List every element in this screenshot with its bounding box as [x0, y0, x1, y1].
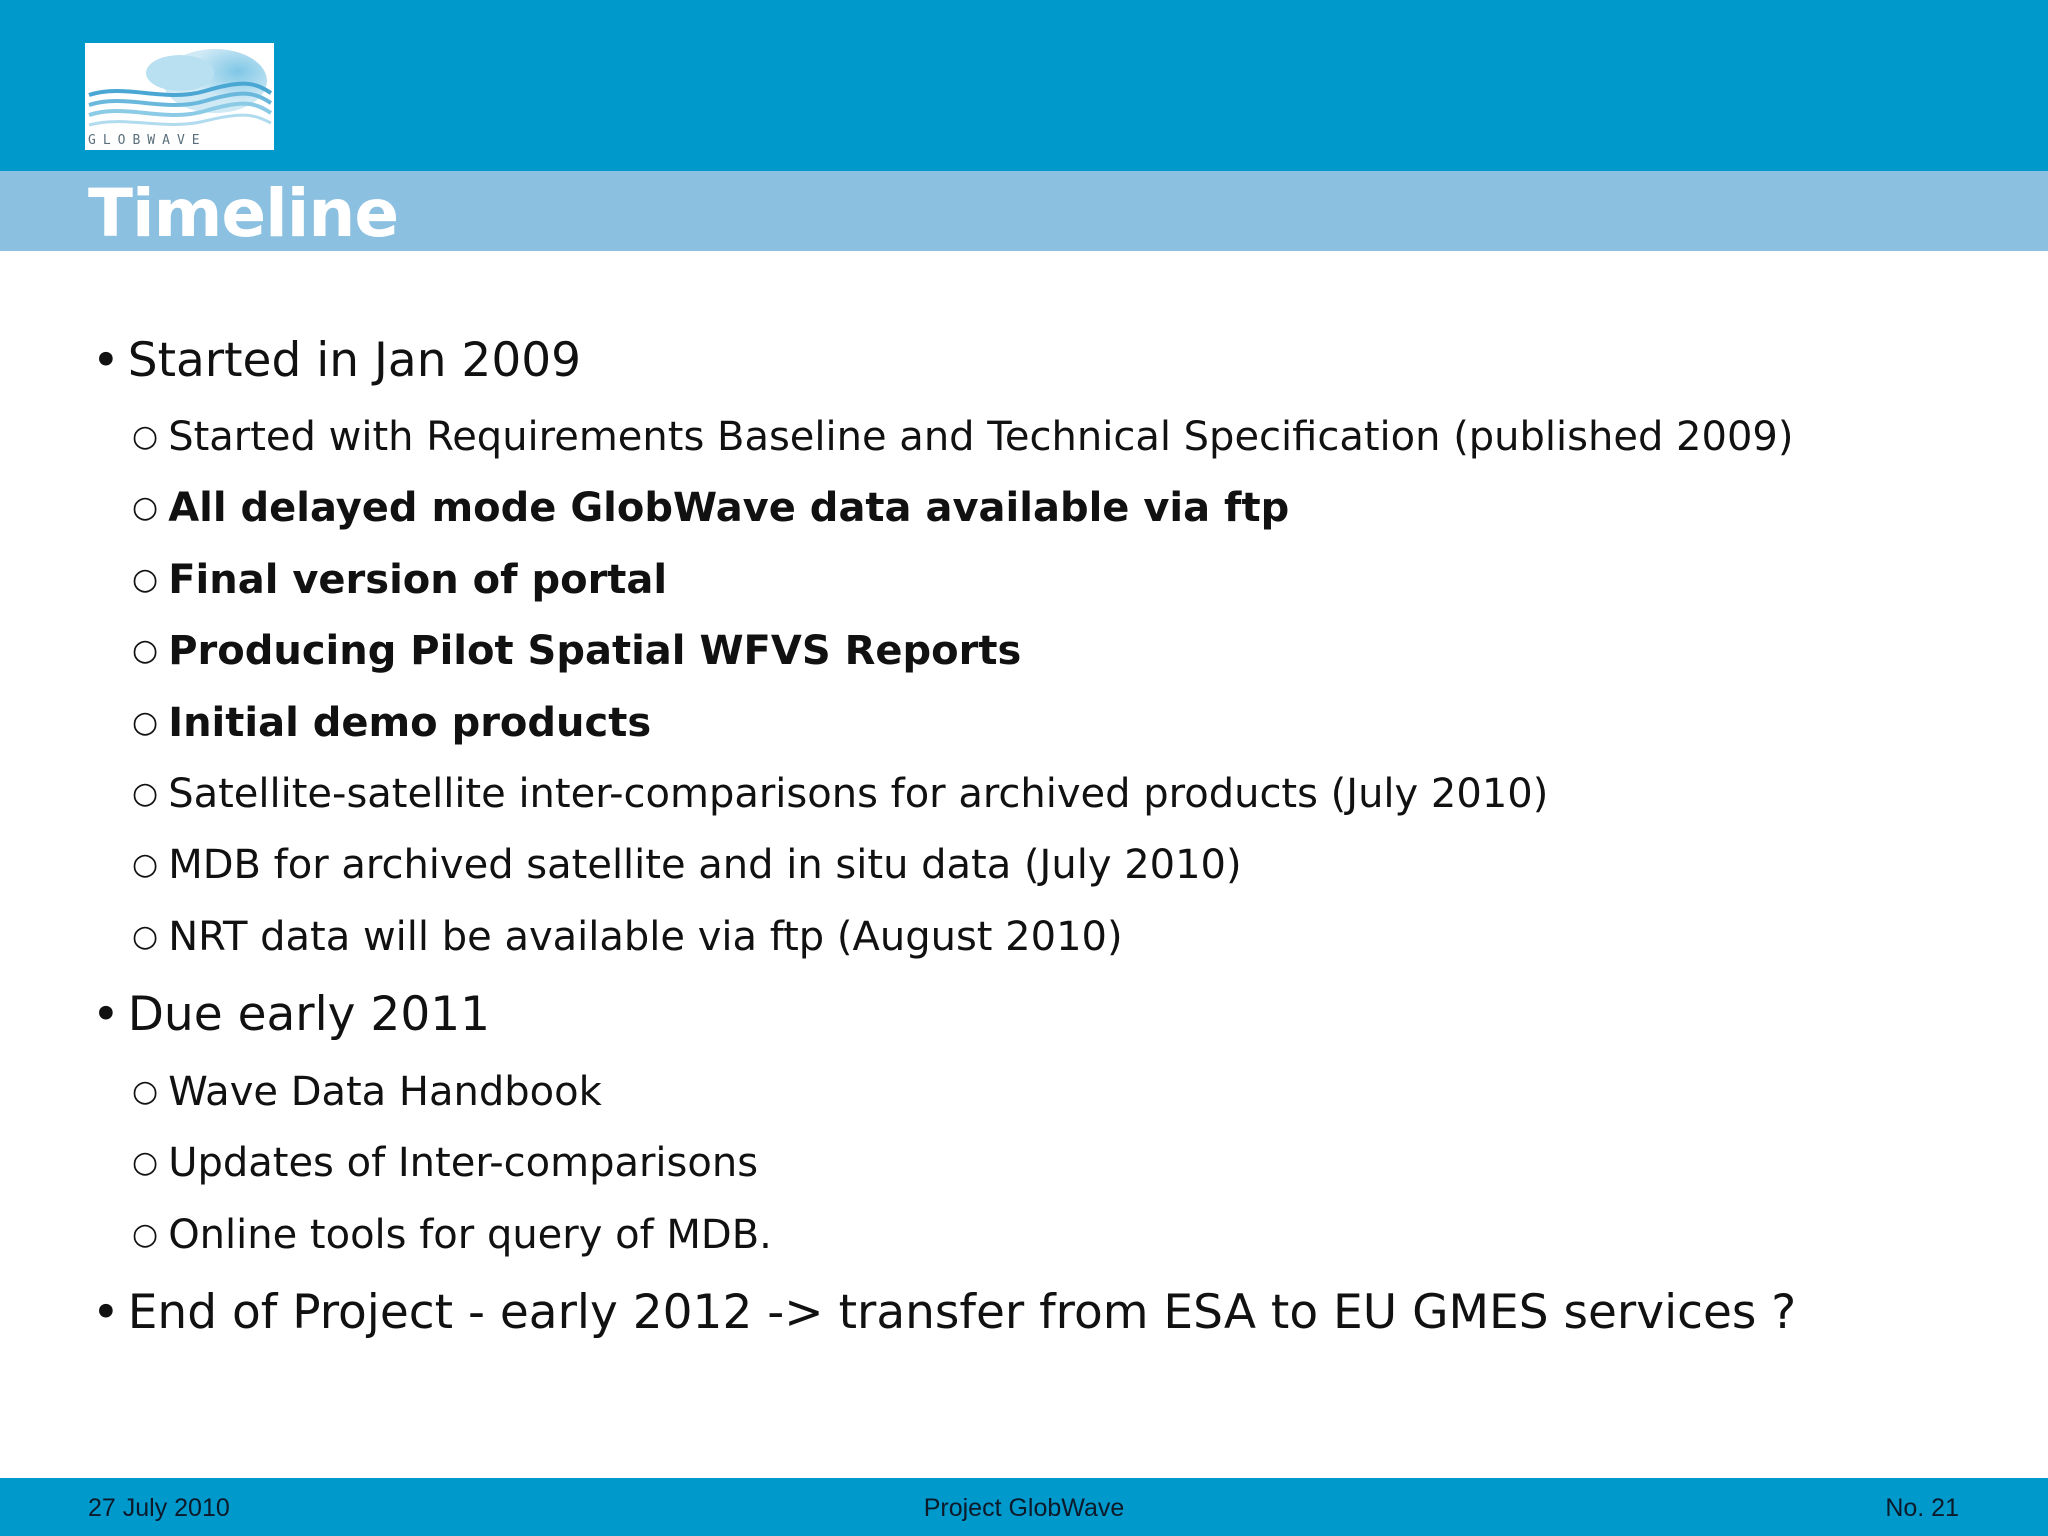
bullet-item-level2 [132, 411, 1793, 463]
bullet-text: Final version of portal [168, 557, 668, 603]
bullet-text: MDB for archived satellite and in situ data (July 2010) [168, 842, 1242, 888]
bullet-item-level2 [132, 911, 1123, 963]
bullet-dot-icon: • [92, 1285, 120, 1340]
bullet-item-level2 [132, 625, 1021, 677]
bullet-item-level2 [132, 554, 667, 606]
bullet-text: All delayed mode GlobWave data available via ftp [168, 485, 1290, 531]
bullet-circle-icon: ○ [132, 705, 159, 740]
bullet-item-level2 [132, 1066, 602, 1118]
header-band [0, 0, 2048, 171]
bullet-item-level1 [92, 331, 581, 391]
bullet-text: NRT data will be available via ftp (August 2010) [168, 914, 1123, 960]
bullet-dot-icon: • [92, 987, 120, 1042]
bullet-circle-icon: ○ [132, 1145, 159, 1180]
bullet-circle-icon: ○ [132, 419, 159, 454]
bullet-item-level2 [132, 697, 651, 749]
bullet-text: Wave Data Handbook [168, 1069, 602, 1115]
bullet-text: Online tools for query of MDB. [168, 1212, 772, 1258]
bullet-text: Started with Requirements Baseline and Technical Specification (published 2009) [168, 414, 1794, 460]
footer-project: Project GlobWave [923, 1494, 1125, 1522]
footer-page-number: No. 21 [1885, 1494, 1959, 1522]
slide-title: Timeline [88, 175, 399, 252]
bullet-item-level2 [132, 1137, 758, 1189]
bullet-text: Satellite-satellite inter-comparisons for archived products (July 2010) [168, 771, 1549, 817]
bullet-circle-icon: ○ [132, 1217, 159, 1252]
bullet-dot-icon: • [92, 333, 120, 388]
bullet-item-level2 [132, 482, 1289, 534]
bullet-circle-icon: ○ [132, 633, 159, 668]
bullet-circle-icon: ○ [132, 1074, 159, 1109]
logo-text: GLOBWAVE [88, 133, 207, 148]
bullet-item-level1 [92, 1283, 1796, 1343]
bullet-item-level2 [132, 839, 1242, 891]
bullet-text: Producing Pilot Spatial WFVS Reports [168, 628, 1022, 674]
bullet-circle-icon: ○ [132, 919, 159, 954]
bullet-circle-icon: ○ [132, 847, 159, 882]
bullet-item-level2 [132, 1209, 772, 1261]
bullet-circle-icon: ○ [132, 562, 159, 597]
bullet-text: Updates of Inter-comparisons [168, 1140, 759, 1186]
bullet-circle-icon: ○ [132, 490, 159, 525]
bullet-text: Started in Jan 2009 [127, 333, 582, 388]
bullet-text: Initial demo products [168, 700, 652, 746]
footer-date: 27 July 2010 [88, 1494, 230, 1522]
footer [0, 1478, 2048, 1536]
bullet-item-level2 [132, 768, 1548, 820]
bullet-text: End of Project - early 2012 -> transfer from ESA to EU GMES services ? [127, 1285, 1797, 1340]
bullet-item-level1 [92, 985, 490, 1045]
bullet-text: Due early 2011 [127, 987, 491, 1042]
bullet-circle-icon: ○ [132, 776, 159, 811]
